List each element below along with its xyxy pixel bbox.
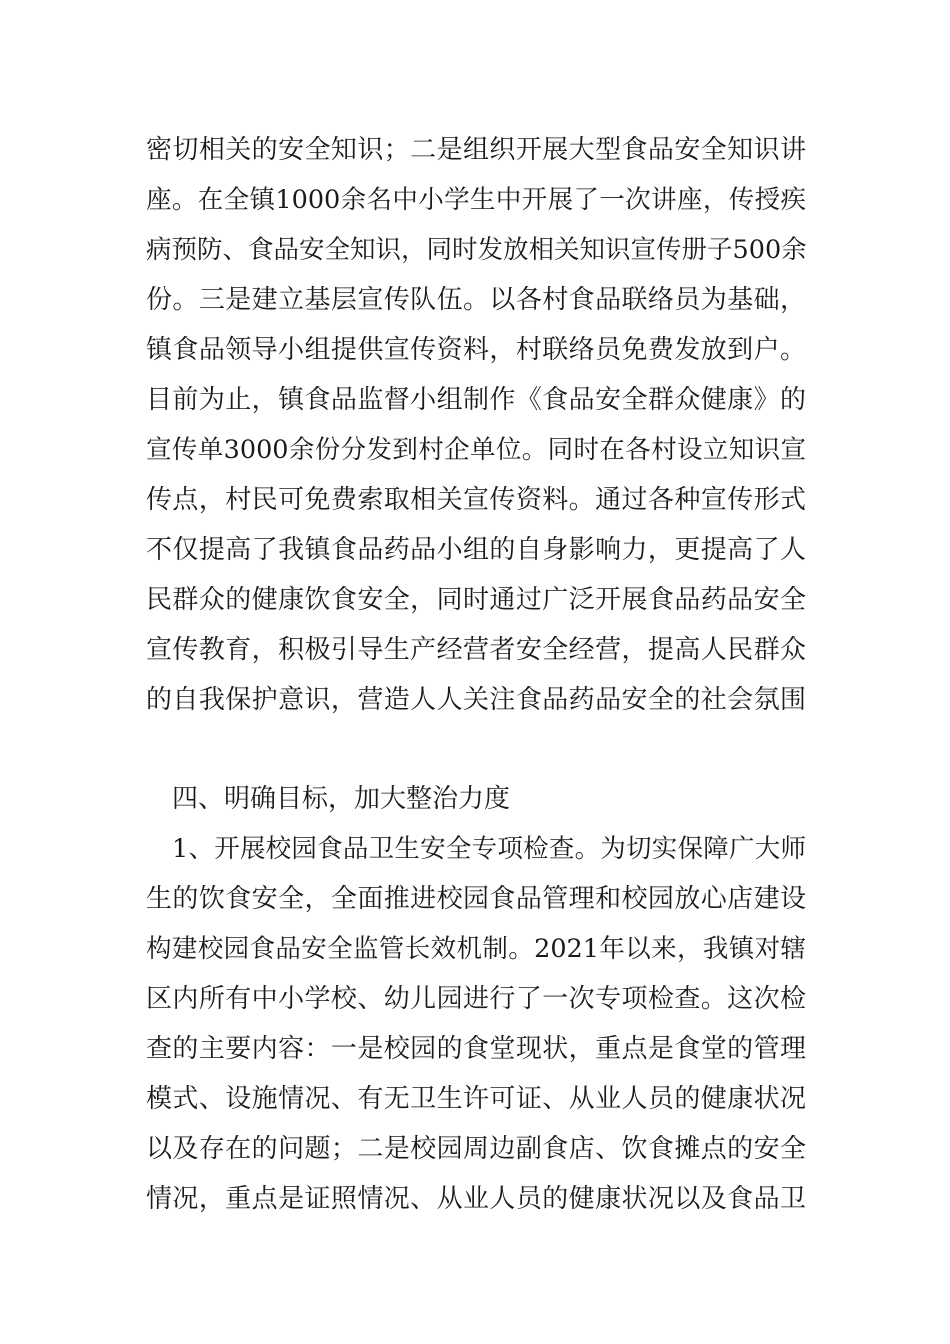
paragraph-1-line-1: 密切相关的安全知识；二是组织开展大型食品安全知识讲 [146, 135, 806, 165]
paragraph-1-line-10: 民群众的健康饮食安全，同时通过广泛开展食品药品安全 [146, 585, 806, 615]
paragraph-1-line-3: 病预防、食品安全知识，同时发放相关知识宣传册子500余 [146, 235, 807, 265]
paragraph-2-line-7: 以及存在的问题；二是校园周边副食店、饮食摊点的安全 [146, 1134, 806, 1164]
paragraph-2-line-3: 构建校园食品安全监管长效机制。2021年以来，我镇对辖 [146, 934, 806, 964]
paragraph-1-line-8: 传点，村民可免费索取相关宣传资料。通过各种宣传形式 [146, 485, 806, 515]
paragraph-1-line-11: 宣传教育，积极引导生产经营者安全经营，提高人民群众 [146, 635, 806, 665]
paragraph-2-line-4: 区内所有中小学校、幼儿园进行了一次专项检查。这次检 [146, 984, 806, 1014]
paragraph-2-line-2: 生的饮食安全，全面推进校园食品管理和校园放心店建设 [146, 884, 806, 914]
paragraph-1-line-2: 座。在全镇1000余名中小学生中开展了一次讲座，传授疾 [146, 185, 806, 215]
paragraph-2-line-5: 查的主要内容：一是校园的食堂现状，重点是食堂的管理 [146, 1034, 806, 1064]
paragraph-2-line-8: 情况，重点是证照情况、从业人员的健康状况以及食品卫 [146, 1184, 806, 1214]
paragraph-1-line-5: 镇食品领导小组提供宣传资料，村联络员免费发放到户。 [146, 335, 806, 365]
paragraph-1-line-7: 宣传单3000余份分发到村企单位。同时在各村设立知识宣 [146, 435, 806, 465]
paragraph-1-line-12: 的自我保护意识，营造人人关注食品药品安全的社会氛围 [146, 685, 806, 715]
paragraph-2-line-6: 模式、设施情况、有无卫生许可证、从业人员的健康状况 [146, 1084, 806, 1114]
paragraph-1-line-9: 不仅提高了我镇食品药品小组的自身影响力，更提高了人 [146, 535, 806, 565]
paragraph-1-line-4: 份。三是建立基层宣传队伍。以各村食品联络员为基础， [146, 285, 806, 315]
paragraph-1-line-6: 目前为止，镇食品监督小组制作《食品安全群众健康》的 [146, 385, 806, 415]
paragraph-2-line-1: 1、开展校园食品卫生安全专项检查。为切实保障广大师 [172, 834, 806, 864]
section-heading: 四、明确目标，加大整治力度 [172, 784, 511, 814]
